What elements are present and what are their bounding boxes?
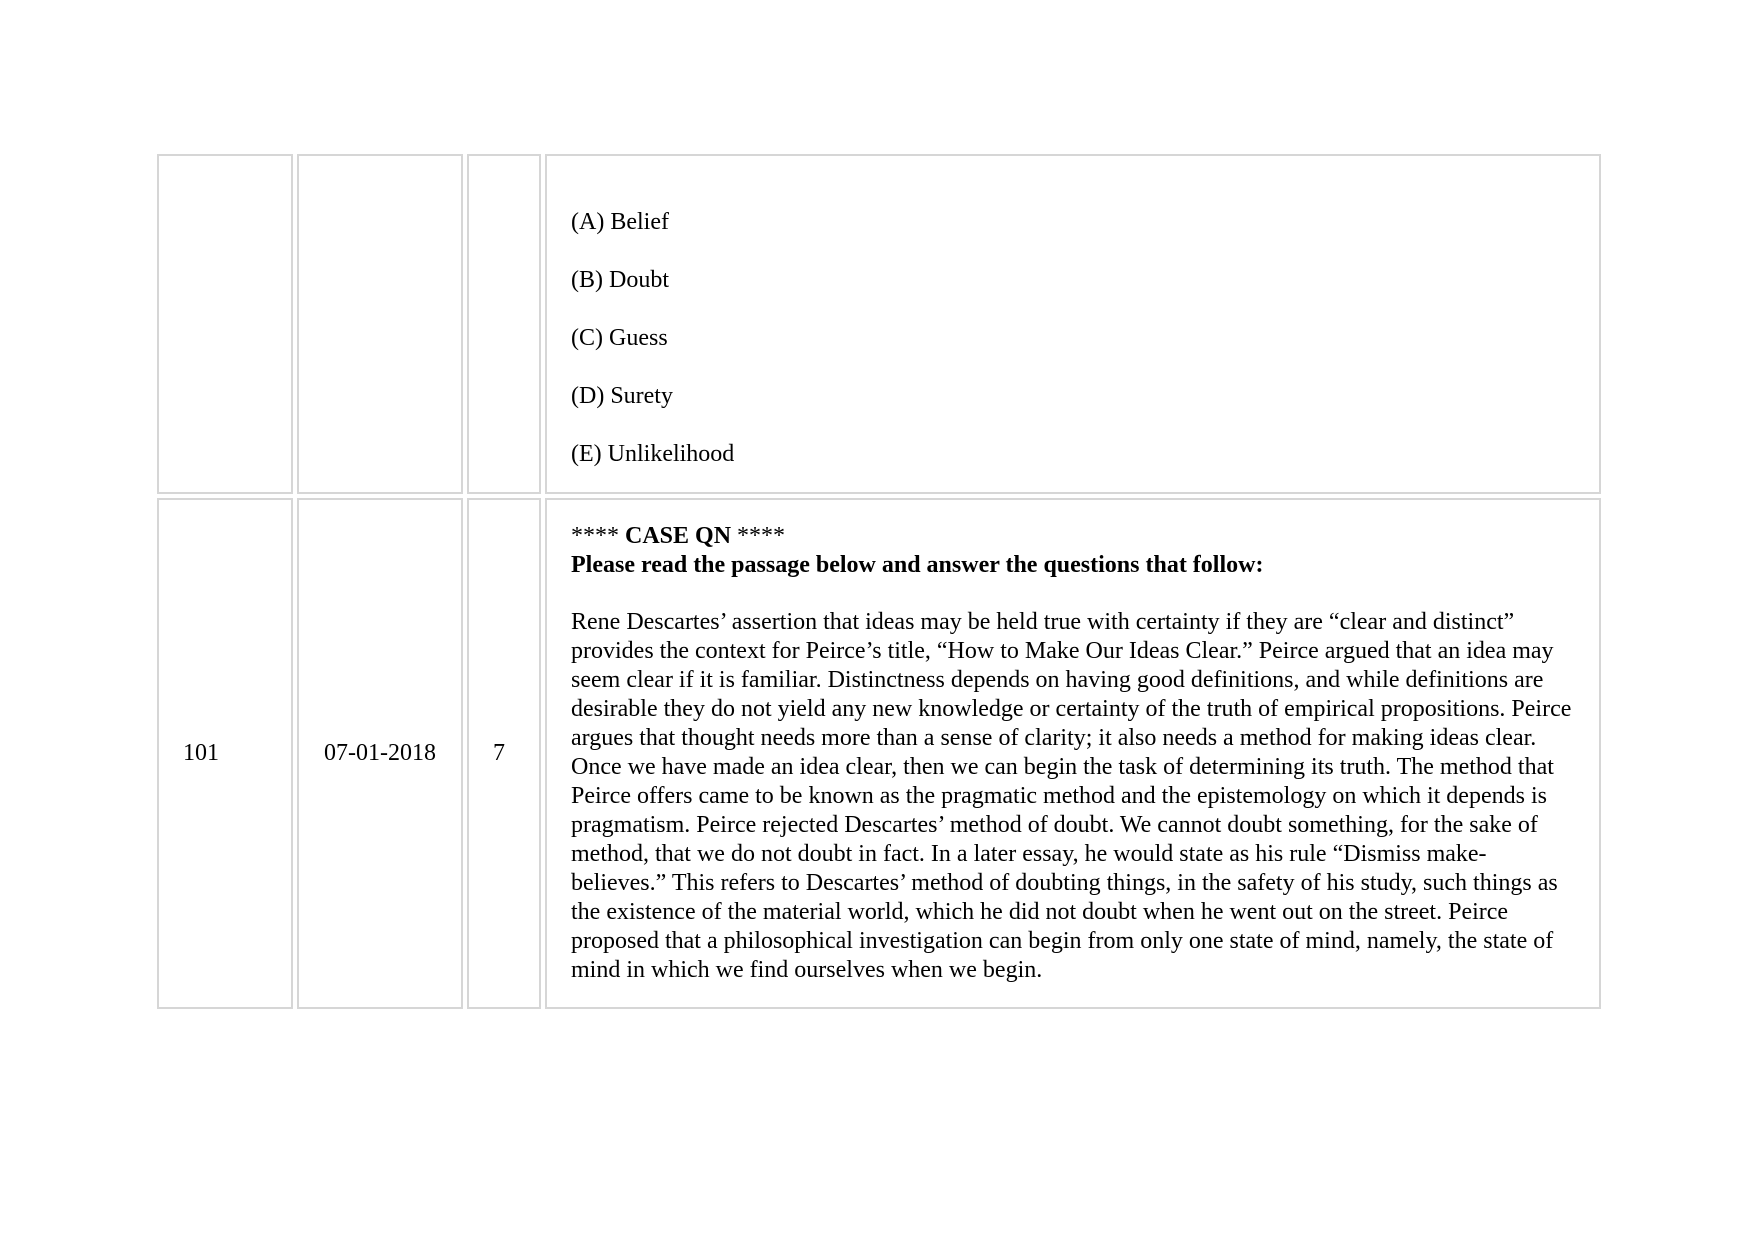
options-list	[571, 157, 1575, 492]
question-table	[153, 150, 1605, 1013]
case-marker	[571, 522, 1575, 551]
serial-cell	[157, 154, 293, 494]
case-marker-right: ****	[737, 523, 786, 549]
option-e: (E) Unlikelihood	[571, 440, 735, 467]
case-cell	[545, 498, 1601, 1009]
table-row-options	[157, 154, 1601, 494]
option-a: (A) Belief	[571, 208, 669, 235]
case-instruction: Please read the passage below and answer the questions that follow:	[571, 552, 1264, 578]
table-row-case	[157, 498, 1601, 1009]
case-passage: Rene Descartes’ assertion that ideas may be held true with certainty if they are “clear and distinct” provides the context for Peirce’s title, “How to Make Our Ideas Clear.” Peirce argued that an idea may seem clear if it is familiar. Distinctness depends on having good definitions, and while definitions are desirable they do not yield any new knowledge or certainty of the truth of empirical propositions. Peirce argues that thought needs more than a sense of clarity; it also needs a method for making ideas clear. Once we have made an idea clear, then we can begin the task of determining its truth. The method that Peirce offers came to be known as the pragmatic method and the epistemology on which it depends is pragmatism. Peirce rejected Descartes’ method of doubt. We cannot doubt something, for the sake of method, that we do not doubt in fact. In a later essay, he would state as his rule “Dismiss make-believes.” This refers to Descartes’ method of doubting things, in the safety of his study, such things as the existence of the material world, which he did not doubt when he went out on the street. Peirce proposed that a philosophical investigation can begin from only one state of mind, namely, the state of mind in which we find ourselves when we begin.	[571, 609, 1572, 983]
case-marker-label: CASE QN	[625, 523, 732, 549]
option-d: (D) Surety	[571, 382, 673, 409]
date-cell	[297, 154, 463, 494]
case-marker-left: ****	[571, 523, 619, 549]
option-c: (C) Guess	[571, 324, 668, 351]
serial-cell: 101	[157, 498, 293, 1009]
options-cell	[545, 154, 1601, 494]
date-cell: 07-01-2018	[297, 498, 463, 1009]
question-number-cell	[467, 154, 541, 494]
question-number-cell: 7	[467, 498, 541, 1009]
case-content	[571, 500, 1575, 1007]
option-b: (B) Doubt	[571, 266, 669, 293]
